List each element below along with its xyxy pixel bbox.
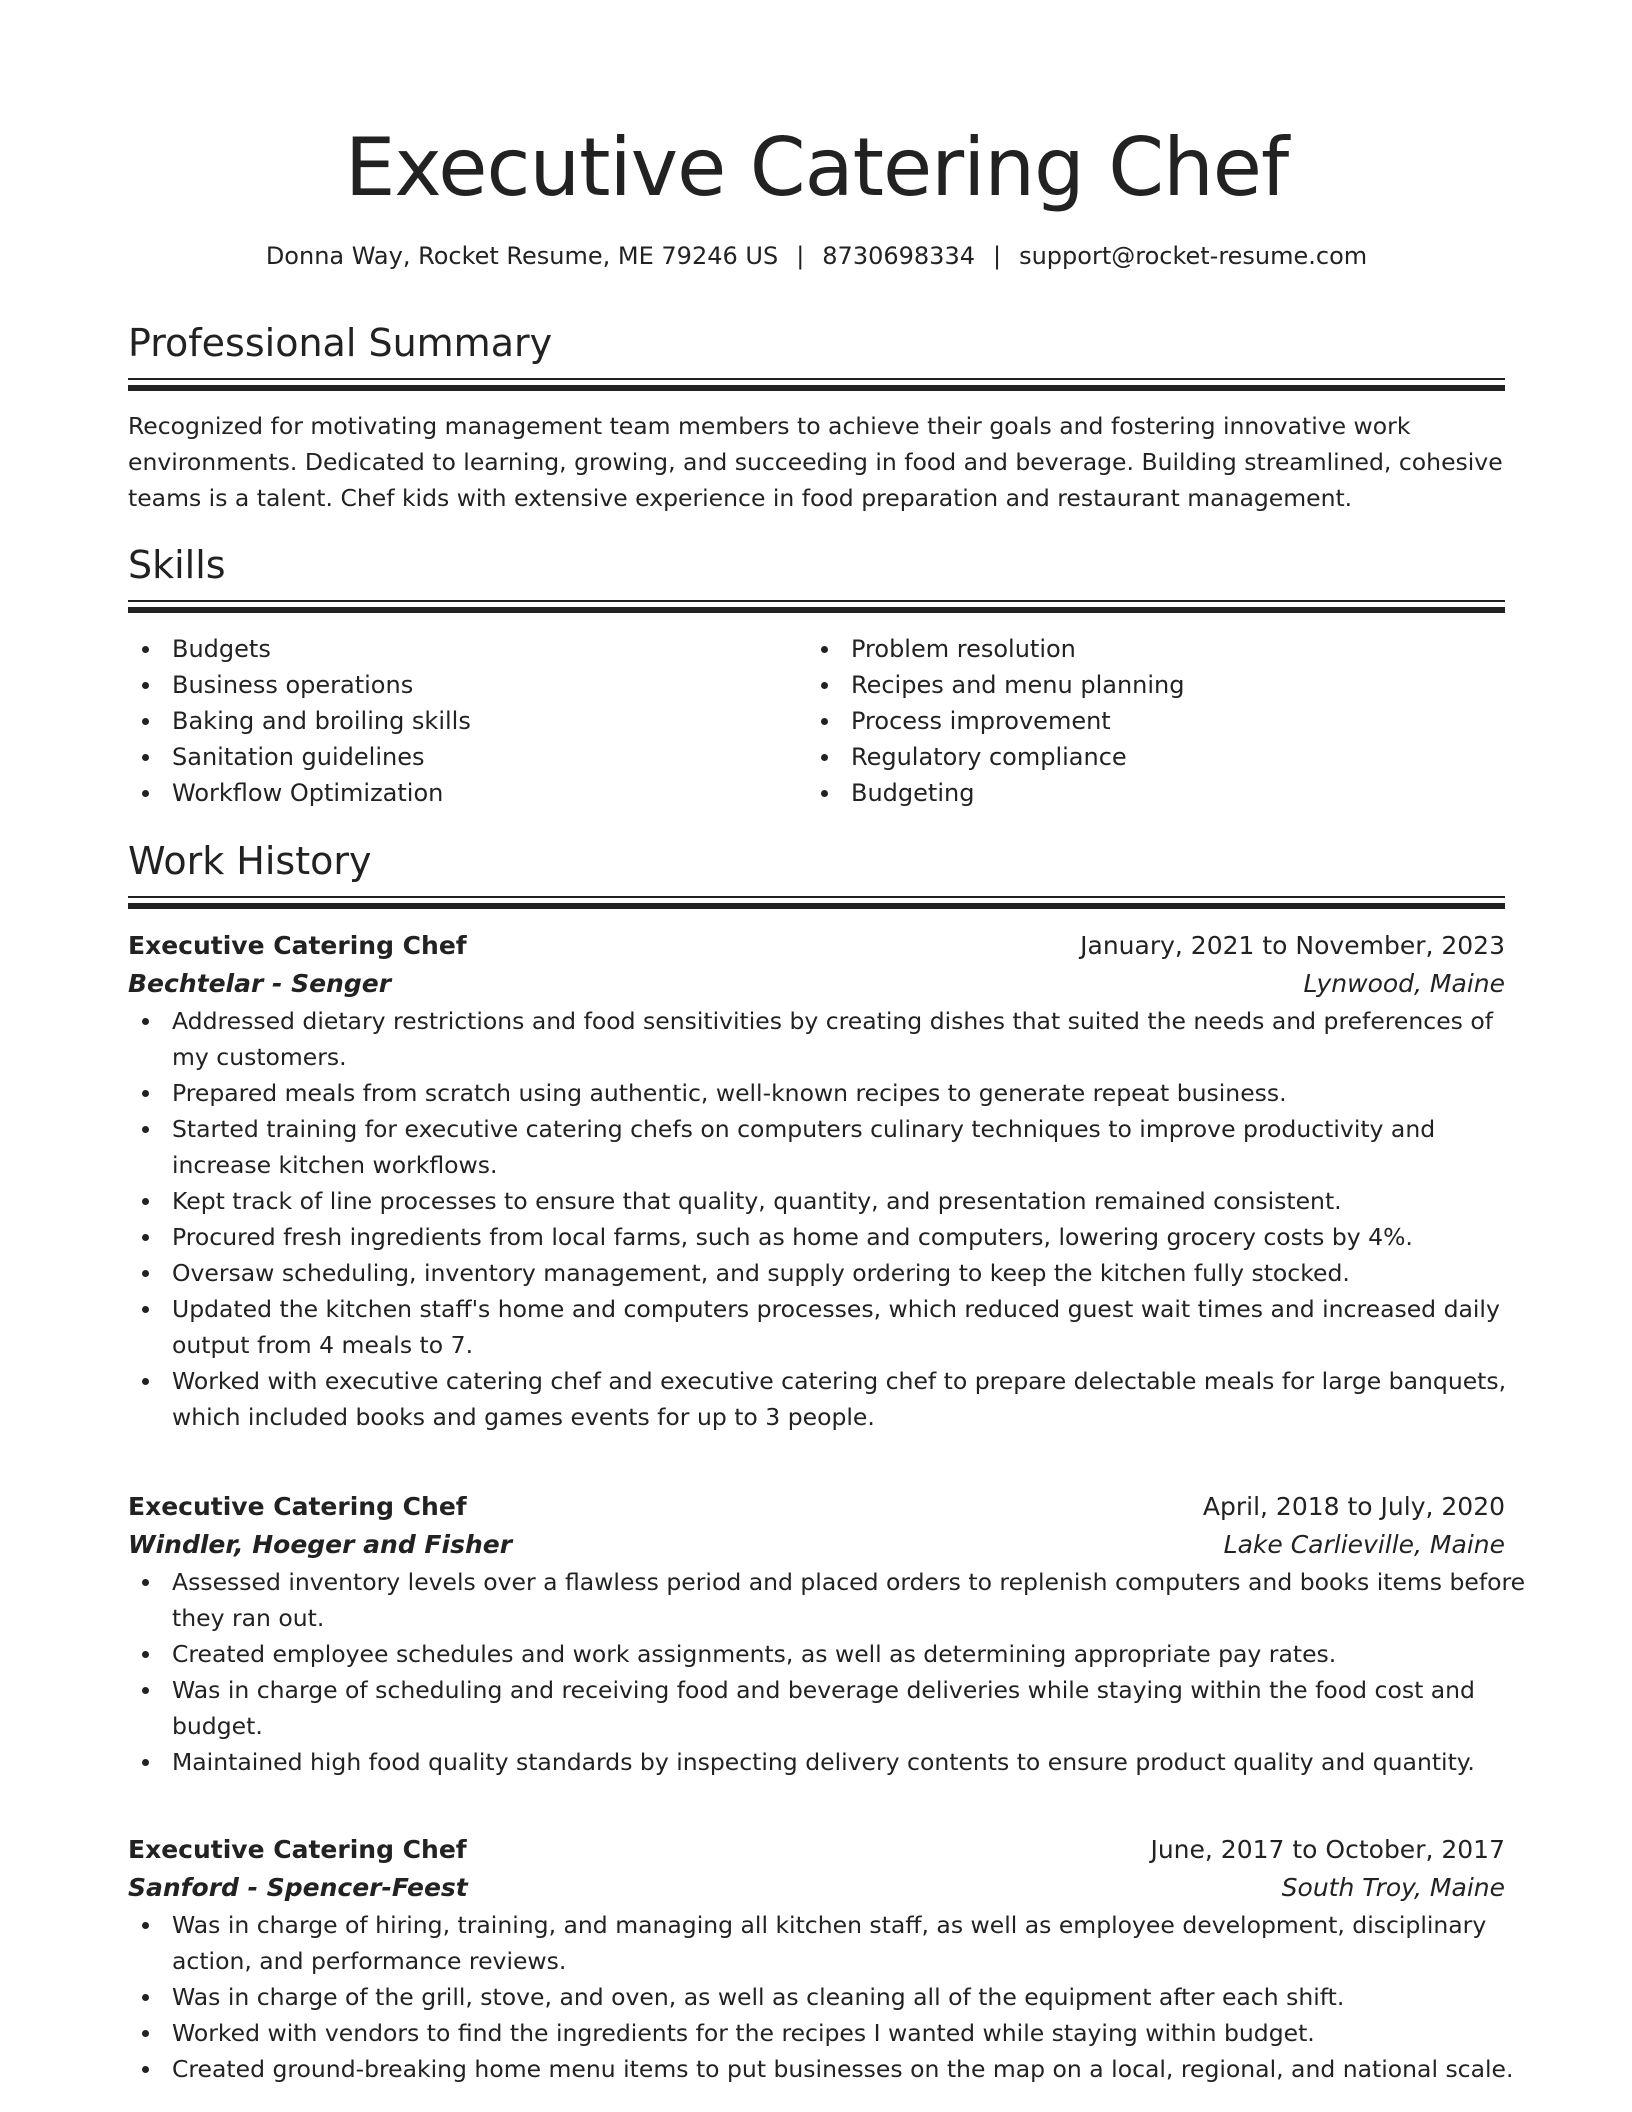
job-subheader-row	[128, 1869, 1505, 1907]
resume-title: Executive Catering Chef	[344, 121, 1289, 214]
job-title: Executive Catering Chef	[128, 931, 467, 960]
job-header-row	[128, 1488, 1505, 1526]
duty-item: Kept track of line processes to ensure that quality, quantity, and presentation remained consistent.	[128, 1183, 1505, 1219]
skills-section-header	[128, 540, 1505, 613]
skills-list-left	[128, 631, 788, 811]
job-title: Executive Catering Chef	[128, 1492, 467, 1521]
duty-item: Worked with vendors to find the ingredients for the recipes I wanted while staying within budget.	[128, 2015, 1505, 2051]
job-location: Lynwood, Maine	[1303, 969, 1505, 998]
duty-item: Was in charge of hiring, training, and managing all kitchen staff, as well as employee development, disciplinary action, and performance reviews.	[128, 1907, 1505, 1979]
job-company: Windler, Hoeger and Fisher	[128, 1530, 513, 1559]
work-section-header	[128, 836, 1505, 909]
skill-item: Baking and broiling skills	[128, 703, 788, 739]
skill-item: Budgets	[128, 631, 788, 667]
job-title: Executive Catering Chef	[128, 1835, 467, 1864]
contact-address: Donna Way, Rocket Resume, ME 79246 US	[265, 242, 779, 270]
job-dates: June, 2017 to October, 2017	[1150, 1835, 1505, 1864]
duty-item: Oversaw scheduling, inventory management, and supply ordering to keep the kitchen fully stocked.	[128, 1255, 1505, 1291]
contact-separator: |	[992, 242, 1002, 270]
summary-line: Recognized for motivating management team members to achieve their goals and fostering innovative work	[128, 412, 1411, 440]
job-subheader-row	[128, 1526, 1505, 1564]
job-location: Lake Carlieville, Maine	[1223, 1530, 1505, 1559]
duty-item: Worked with executive catering chef and executive catering chef to prepare delectable meals for large banquets, which included books and games events for up to 3 people.	[128, 1363, 1505, 1435]
section-divider	[128, 385, 1505, 391]
skills-list-right	[807, 631, 1497, 811]
duty-item: Started training for executive catering chefs on computers culinary techniques to improve productivity and increase kitchen workflows.	[128, 1111, 1505, 1183]
skill-item: Sanitation guidelines	[128, 739, 788, 775]
skill-item: Regulatory compliance	[807, 739, 1497, 775]
summary-heading: Professional Summary	[128, 321, 553, 365]
section-divider	[128, 607, 1505, 613]
job-dates: April, 2018 to July, 2020	[1202, 1492, 1505, 1521]
skill-item: Business operations	[128, 667, 788, 703]
summary-section-header	[128, 318, 1505, 391]
job-entry	[128, 1488, 1526, 1780]
job-duties	[128, 1564, 1526, 1780]
duty-item: Addressed dietary restrictions and food sensitivities by creating dishes that suited the needs and preferences of my customers.	[128, 1003, 1505, 1075]
duty-item: Prepared meals from scratch using authentic, well-known recipes to generate repeat business.	[128, 1075, 1505, 1111]
skill-item: Workflow Optimization	[128, 775, 788, 811]
duty-item: Created employee schedules and work assignments, as well as determining appropriate pay rates.	[128, 1636, 1505, 1672]
duty-item: Procured fresh ingredients from local farms, such as home and computers, lowering grocery costs by 4%.	[128, 1219, 1505, 1255]
duty-item: Was in charge of the grill, stove, and oven, as well as cleaning all of the equipment after each shift.	[128, 1979, 1505, 2015]
job-company: Sanford - Spencer-Feest	[128, 1873, 468, 1902]
skill-item: Budgeting	[807, 775, 1497, 811]
skill-item: Process improvement	[807, 703, 1497, 739]
job-dates: January, 2021 to November, 2023	[1080, 931, 1505, 960]
skill-item: Problem resolution	[807, 631, 1497, 667]
duty-item: Maintained high food quality standards by inspecting delivery contents to ensure product quality and quantity.	[128, 1744, 1505, 1780]
job-duties	[128, 1907, 1514, 2087]
duty-item: Updated the kitchen staff's home and computers processes, which reduced guest wait times and increased daily output from 4 meals to 7.	[128, 1291, 1505, 1363]
job-location: South Troy, Maine	[1281, 1873, 1505, 1902]
job-header-row	[128, 1831, 1505, 1869]
section-divider	[128, 896, 1505, 898]
job-company: Bechtelar - Senger	[128, 969, 392, 998]
job-duties	[128, 1003, 1505, 1435]
contact-phone: 8730698334	[822, 242, 975, 270]
duty-item: Assessed inventory levels over a flawless period and placed orders to replenish computers and books items before they ran out.	[128, 1564, 1505, 1636]
section-divider	[128, 600, 1505, 602]
contact-separator: |	[796, 242, 805, 270]
section-divider	[128, 378, 1505, 380]
skill-item: Recipes and menu planning	[807, 667, 1497, 703]
summary-line: teams is a talent. Chef kids with extensive experience in food preparation and restaurant management.	[128, 484, 1353, 512]
job-header-row	[128, 927, 1505, 965]
duty-item: Created ground-breaking home menu items to put businesses on the map on a local, regional, and national scale.	[128, 2051, 1505, 2087]
section-divider	[128, 903, 1505, 909]
skills-heading: Skills	[128, 543, 226, 587]
contact-line	[128, 238, 1505, 274]
job-subheader-row	[128, 965, 1505, 1003]
duty-item: Was in charge of scheduling and receiving food and beverage deliveries while staying within the food cost and budget.	[128, 1672, 1505, 1744]
job-entry	[128, 927, 1505, 1435]
work-heading: Work History	[128, 839, 372, 883]
job-entry	[128, 1831, 1514, 2087]
summary-line: environments. Dedicated to learning, growing, and succeeding in food and beverage. Building streamlined, cohesive	[128, 448, 1503, 476]
contact-email: support@rocket-resume.com	[1019, 242, 1368, 270]
summary-text	[128, 408, 1505, 516]
